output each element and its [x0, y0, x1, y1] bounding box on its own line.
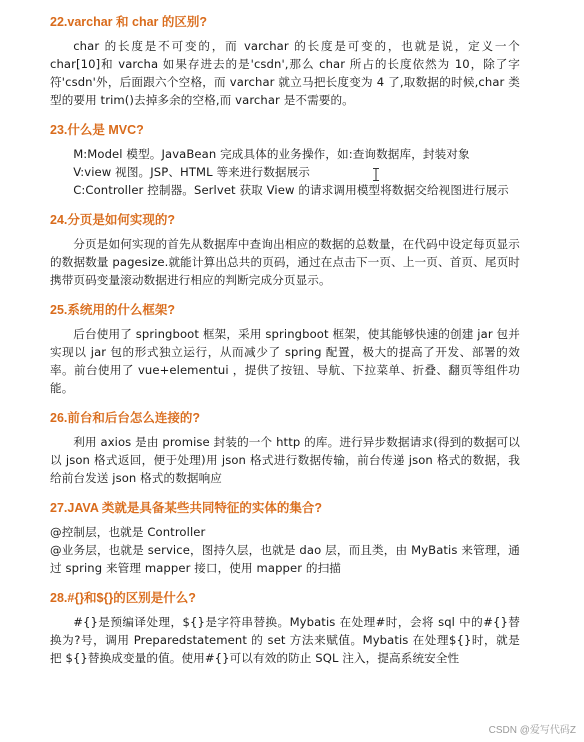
section-pagination [50, 212, 520, 289]
document-page [50, 14, 520, 680]
section-paragraph: @控制层，也就是 Controller [50, 525, 206, 539]
section-paragraph: M:Model 模型。JavaBean 完成具体的业务操作，如:查询数据库，封装对象 [73, 147, 470, 161]
section-heading: 26.前台和后台怎么连接的? [50, 411, 201, 425]
section-paragraph: C:Controller 控制器。Serlvet 获取 View 的请求调用模型将数据交给视图进行展示 [73, 183, 509, 197]
section-mybatis-placeholders [50, 590, 520, 667]
section-heading: 27.JAVA 类就是具备某些共同特征的实体的集合? [50, 501, 323, 515]
section-heading: 24.分页是如何实现的? [50, 213, 176, 227]
text-cursor-icon [373, 168, 379, 181]
section-mvc [50, 122, 520, 199]
section-heading: 23.什么是 MVC? [50, 123, 144, 137]
section-paragraph: @业务层，也就是 service，图持久层，也就是 dao 层，而且类，由 MyBatis 来管理，通过 spring 来管理 mapper 接口，使用 mapper 的扫描 [50, 543, 520, 575]
section-paragraph: 分页是如何实现的首先从数据库中查询出相应的数据的总数量，在代码中设定每页显示的数据数量 pagesize.就能计算出总共的页码，通过在点击下一页、上一页、首页、尾页时携带页码变量滚动数据进行相应的判断完成分页显示。 [50, 237, 520, 287]
section-paragraph: V:view 视图。JSP、HTML 等来进行数据展示 [73, 165, 311, 179]
section-paragraph: 利用 axios 是由 promise 封装的一个 http 的库。进行异步数据请求(得到的数据可以以 json 格式返回，便于处理)用 json 格式进行数据传输，前台传递 json 格式的数据，我给前台发送 json 格式的数据响应 [50, 435, 520, 485]
section-paragraph: 后台使用了 springboot 框架，采用 springboot 框架，使其能够快速的创建 jar 包并实现以 jar 包的形式独立运行，从而减少了 spring 配置，极大的提高了开发、部署的效率。前台使用了 vue+elementui ，提供了按钮、导航、下拉菜单、折叠、翻页等组件功能。 [50, 327, 520, 395]
section-varchar-char [50, 14, 520, 109]
section-paragraph: char 的长度是不可变的，而 varchar 的长度是可变的，也就是说，定义一个char[10]和 varcha 如果存进去的是'csdn',那么 char 所占的长度依然为 10，除了字符'csdn'外，后面跟六个空格，而 varchar 就立马把长度变为 4 了,取数据的时候,char 类型的要用 trim()去掉多余的空格,而 varchar 是不需要的。 [50, 39, 520, 107]
section-framework [50, 302, 520, 397]
section-frontend-backend [50, 410, 520, 487]
watermark: CSDN @爱写代码Z [488, 725, 576, 736]
section-heading: 25.系统用的什么框架? [50, 303, 176, 317]
section-heading: 28.#{}和${}的区别是什么? [50, 591, 196, 605]
section-heading: 22.varchar 和 char 的区别? [50, 15, 208, 29]
section-java-class [50, 500, 520, 577]
section-paragraph: #{}是预编译处理，${}是字符串替换。Mybatis 在处理#时，会将 sql 中的#{}替换为?号，调用 Preparedstatement 的 set 方法来赋值。Mybatis 在处理${}时，就是把 ${}替换成变量的值。使用#{}可以有效的防止 SQL 注入，提高系统安全性 [50, 615, 520, 665]
